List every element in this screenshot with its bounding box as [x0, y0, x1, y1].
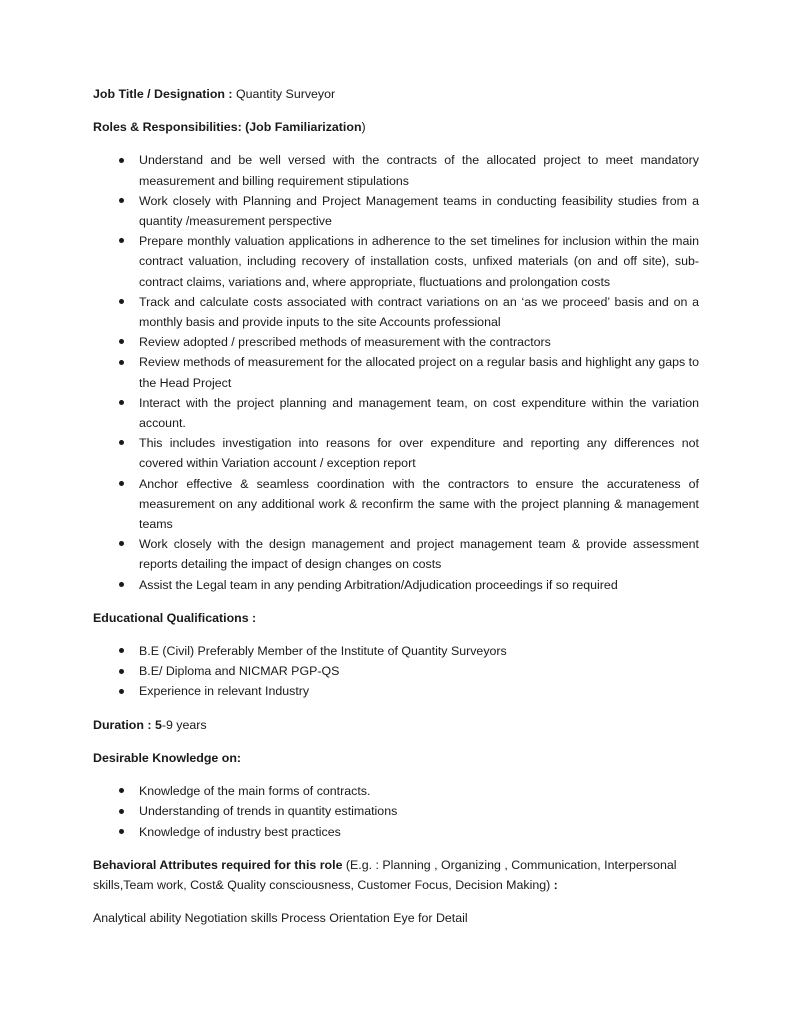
behavioral-colon: :	[550, 877, 558, 892]
job-title-value: Quantity Surveyor	[232, 87, 336, 101]
job-title-line	[93, 84, 699, 104]
duration-label: Duration : 5	[93, 717, 162, 732]
list-item	[93, 575, 699, 595]
bullet-icon	[115, 661, 127, 681]
behavioral-value: Analytical ability Negotiation skills Process Orientation Eye for Detail	[93, 911, 468, 926]
bullet-icon	[115, 534, 127, 554]
job-title-label: Job Title / Designation :	[93, 87, 233, 101]
list-item-text: Knowledge of industry best practices	[139, 824, 341, 839]
list-item	[93, 231, 699, 292]
duration-line	[93, 715, 699, 735]
bullet-icon	[115, 150, 127, 170]
list-item-text: Assist the Legal team in any pending Arbitration/Adjudication proceedings if so required	[139, 577, 618, 592]
list-item	[93, 801, 699, 821]
duration-value: -9 years	[161, 717, 207, 732]
list-item-text: Prepare monthly valuation applications in adherence to the set timelines for inclusion within the main contract valuation, including recovery of installation costs, unfixed materials (on and off site), sub-contract claims, variations and, where appropriate, fluctuations and prolongation costs	[139, 234, 699, 289]
list-item	[93, 332, 699, 352]
bullet-icon	[115, 801, 127, 821]
bullet-icon	[115, 332, 127, 352]
list-item	[93, 433, 699, 473]
list-item-text: Understanding of trends in quantity estimations	[139, 804, 398, 819]
list-item-text: Work closely with Planning and Project Management teams in conducting feasibility studies from a quantity /measurement perspective	[139, 193, 699, 229]
bullet-icon	[115, 641, 127, 661]
list-item	[93, 352, 699, 392]
bullet-icon	[115, 231, 127, 251]
bullet-icon	[115, 393, 127, 413]
education-label: Educational Qualifications :	[93, 610, 257, 625]
behavioral-heading	[93, 855, 699, 895]
bullet-icon	[115, 474, 127, 494]
list-item	[93, 292, 699, 332]
list-item-text: Review adopted / prescribed methods of measurement with the contractors	[139, 335, 551, 350]
behavioral-detail: (E.g. : Planning , Organizing , Communication, Interpersonal skills,Team work, Cost& Quality consciousness, Customer Focus, Decision Making)	[93, 857, 677, 892]
list-item-text: Anchor effective & seamless coordination with the contractors to ensure the accurateness of measurement on any additional work & reconfirm the same with the project planning & management teams	[139, 476, 699, 532]
list-item-text: Knowledge of the main forms of contracts.	[139, 784, 371, 799]
list-item	[93, 641, 699, 661]
list-item-text: Review methods of measurement for the allocated project on a regular basis and highlight any gaps to the Head Project	[139, 355, 699, 390]
list-item-text: Understand and be well versed with the contracts of the allocated project to meet mandatory measurement and billing requirement stipulations	[139, 153, 699, 188]
list-item-text: B.E/ Diploma and NICMAR PGP-QS	[139, 664, 340, 679]
bullet-icon	[115, 292, 127, 312]
bullet-icon	[115, 781, 127, 801]
list-item-text: This includes investigation into reasons for over expenditure and reporting any differences not covered within Variation account / exception report	[139, 436, 699, 471]
list-item	[93, 781, 699, 801]
knowledge-list	[93, 781, 699, 842]
list-item-text: Track and calculate costs associated with contract variations on an ‘as we proceed’ basis and on a monthly basis and provide inputs to the site Accounts professional	[139, 294, 699, 330]
list-item	[93, 474, 699, 535]
education-list	[93, 641, 699, 702]
list-item	[93, 681, 699, 701]
roles-heading	[93, 117, 699, 137]
list-item-text: Work closely with the design management and project management team & provide assessment reports detailing the impact of design changes on costs	[139, 537, 699, 572]
list-item	[93, 534, 699, 574]
knowledge-label: Desirable Knowledge on:	[93, 750, 242, 765]
bullet-icon	[115, 822, 127, 842]
bullet-icon	[115, 433, 127, 453]
list-item	[93, 822, 699, 842]
roles-label: Roles & Responsibilities: (Job Familiarization	[93, 120, 362, 135]
document-page	[93, 84, 699, 928]
list-item-text: B.E (Civil) Preferably Member of the Institute of Quantity Surveyors	[139, 644, 507, 659]
bullet-icon	[115, 575, 127, 595]
knowledge-heading	[93, 748, 699, 768]
education-heading	[93, 608, 699, 628]
list-item	[93, 150, 699, 190]
list-item	[93, 661, 699, 681]
list-item-text: Experience in relevant Industry	[139, 684, 310, 699]
bullet-icon	[115, 681, 127, 701]
list-item-text: Interact with the project planning and management team, on cost expenditure within the variation account.	[139, 395, 699, 431]
bullet-icon	[115, 191, 127, 211]
list-item	[93, 191, 699, 231]
bullet-icon	[115, 352, 127, 372]
list-item	[93, 393, 699, 433]
roles-label-tail: )	[361, 120, 366, 135]
behavioral-label: Behavioral Attributes required for this role	[93, 857, 343, 872]
roles-list	[93, 150, 699, 594]
